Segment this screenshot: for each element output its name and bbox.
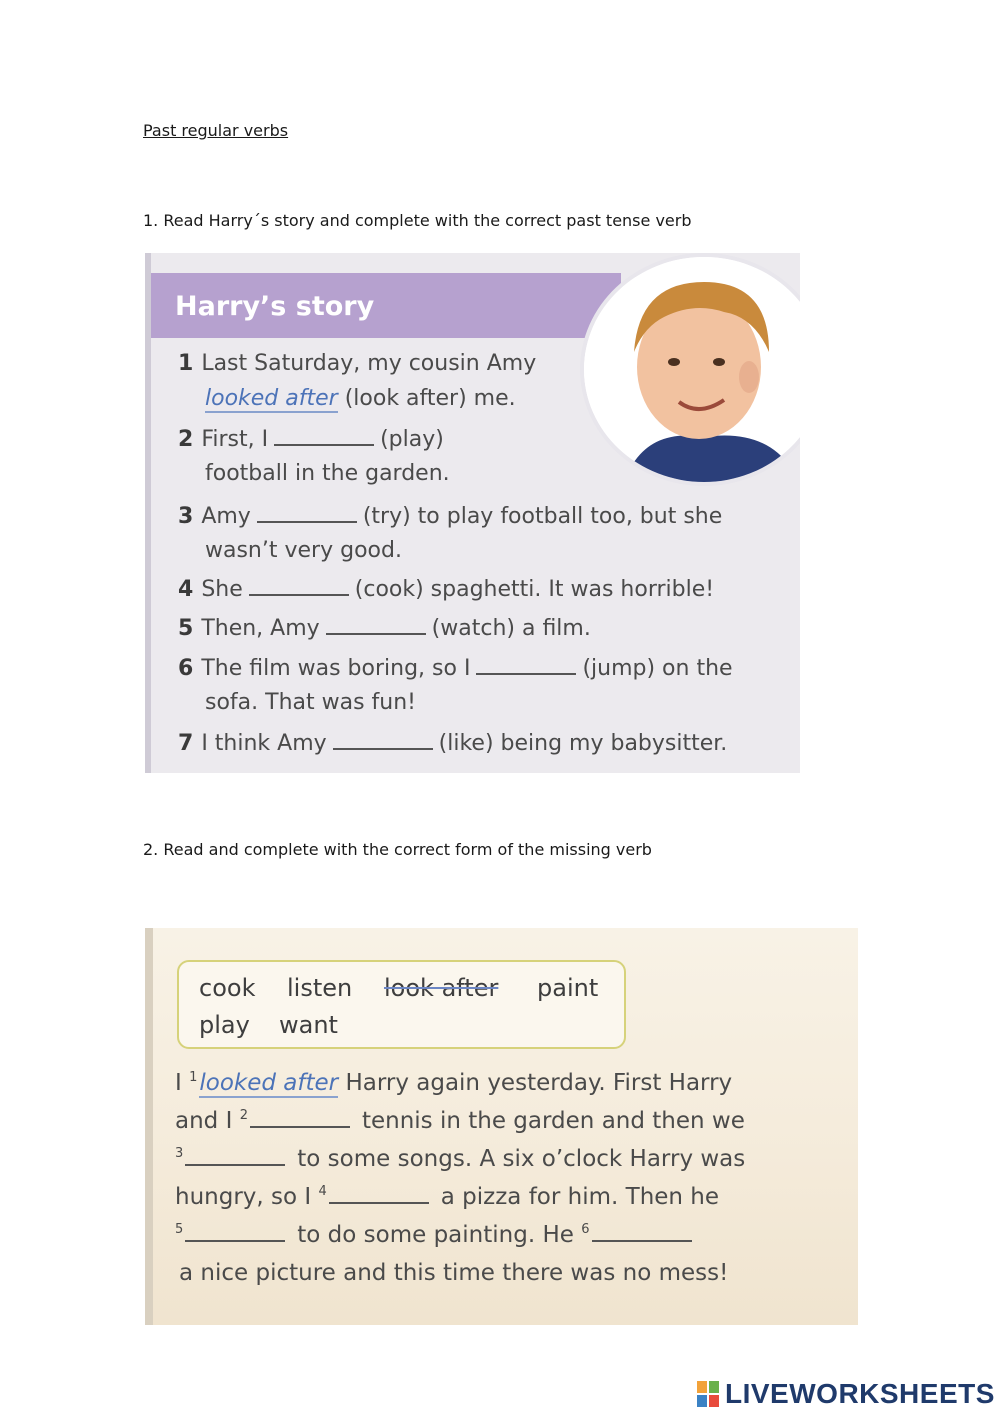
line-number: 3 <box>178 504 194 529</box>
answer-blank[interactable] <box>476 655 576 675</box>
line-text: The film was boring, so I <box>201 656 471 681</box>
line-text: sofa. That was fun! <box>205 690 416 715</box>
text: hungry, so I <box>175 1184 312 1210</box>
answer-blank[interactable] <box>250 1108 350 1128</box>
text: to some songs. A six o’clock Harry was <box>297 1146 746 1172</box>
text: a pizza for him. Then he <box>440 1184 720 1210</box>
story-line-7 <box>178 730 727 756</box>
exercise2-instruction: 2. Read and complete with the correct form of the missing verb <box>143 840 652 859</box>
line-text: wasn’t very good. <box>205 538 402 563</box>
answer-blank[interactable] <box>249 576 349 596</box>
line-text: (jump) on the <box>582 656 733 681</box>
line-text: football in the garden. <box>205 461 450 486</box>
line-number: 2 <box>178 427 194 452</box>
line-number: 4 <box>178 577 194 602</box>
line-number: 1 <box>178 351 194 376</box>
line-text: (watch) a film. <box>431 616 591 641</box>
line-text: I think Amy <box>201 731 327 756</box>
gap-text-line-6 <box>179 1260 728 1286</box>
line-text: She <box>201 577 243 602</box>
text: Harry again yesterday. First Harry <box>345 1070 733 1096</box>
line-text: Amy <box>201 504 251 529</box>
text: I <box>175 1070 182 1096</box>
story-line-5 <box>178 615 591 641</box>
text: a nice picture and this time there was no mess! <box>179 1260 729 1286</box>
answer-blank[interactable] <box>592 1222 692 1242</box>
line-text: (look after) me. <box>344 386 516 411</box>
gap-text-line-3 <box>175 1146 745 1172</box>
line-text: First, I <box>201 427 269 452</box>
text: and I <box>175 1108 233 1134</box>
answer-blank[interactable] <box>257 503 357 523</box>
exercise2-panel <box>145 928 858 1325</box>
story-line-3b <box>205 538 402 563</box>
word-bank-item: want <box>279 1011 338 1039</box>
line-number: 7 <box>178 731 194 756</box>
liveworksheets-logo[interactable] <box>697 1377 995 1411</box>
answer-blank[interactable] <box>333 730 433 750</box>
liveworksheets-logo-icon <box>697 1381 719 1407</box>
gap-number: 4 <box>318 1184 327 1200</box>
line-text: Then, Amy <box>201 616 320 641</box>
text: tennis in the garden and then we <box>361 1108 745 1134</box>
word-bank-item: paint <box>537 974 599 1002</box>
answer-blank[interactable] <box>274 426 374 446</box>
line-text: (cook) spaghetti. It was horrible! <box>354 577 715 602</box>
logo-text: LIVEWORKSHEETS <box>725 1378 995 1409</box>
gap-number: 6 <box>581 1222 590 1238</box>
gap-number: 3 <box>175 1146 184 1162</box>
line-text: (try) to play football too, but she <box>362 504 723 529</box>
story-line-6 <box>178 655 733 681</box>
line-text: (play) <box>380 427 444 452</box>
gap-number: 5 <box>175 1222 184 1238</box>
story-line-1b <box>205 386 516 411</box>
line-number: 5 <box>178 616 194 641</box>
story-line-2 <box>178 426 444 452</box>
gap-text-line-1 <box>175 1070 732 1096</box>
word-bank-item-used: look after <box>384 974 499 1002</box>
answer-blank[interactable] <box>185 1222 285 1242</box>
word-bank-item: listen <box>287 974 353 1002</box>
gap-text-line-2 <box>175 1108 745 1134</box>
line-text: Last Saturday, my cousin Amy <box>201 351 537 376</box>
gap-text-line-4 <box>175 1184 719 1210</box>
panel-edge <box>145 928 153 1325</box>
gap-text-line-5 <box>175 1222 704 1248</box>
answer-blank[interactable] <box>185 1146 285 1166</box>
story-line-4 <box>178 576 714 602</box>
exercise1-panel <box>145 253 800 773</box>
story-title: Harry’s story <box>175 291 375 322</box>
exercise1-instruction: 1. Read Harry´s story and complete with the correct past tense verb <box>143 211 692 230</box>
word-bank-item: cook <box>199 974 256 1002</box>
line-number: 6 <box>178 656 194 681</box>
story-line-1 <box>178 351 536 376</box>
answer-blank[interactable] <box>326 615 426 635</box>
line-text: (like) being my babysitter. <box>438 731 728 756</box>
story-line-6b <box>205 690 416 715</box>
text: to do some painting. He <box>297 1222 574 1248</box>
answer-blank[interactable] <box>329 1184 429 1204</box>
word-bank <box>177 960 626 1049</box>
story-line-3 <box>178 503 722 529</box>
page-heading: Past regular verbs <box>143 121 289 140</box>
story-line-2b <box>205 461 450 486</box>
gap-number: 1 <box>189 1070 198 1086</box>
example-answer: looked after <box>199 1070 339 1096</box>
gap-number: 2 <box>239 1108 248 1124</box>
word-bank-item: play <box>199 1011 250 1039</box>
example-answer: looked after <box>205 386 338 411</box>
